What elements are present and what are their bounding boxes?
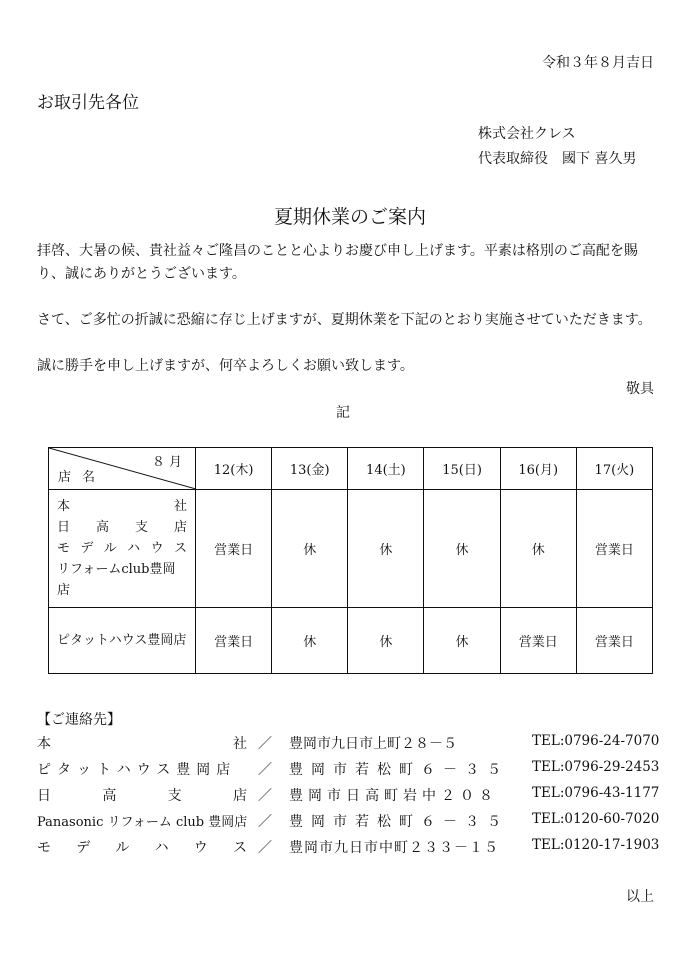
status-cell: 営業日 <box>196 490 272 608</box>
contact-name: ピタットハウス豊岡店 <box>37 762 237 778</box>
document-date: 令和３年８月吉日 <box>542 55 654 71</box>
contact-row <box>37 811 660 833</box>
day-header: 17(火) <box>576 448 652 490</box>
contact-separator: ／ <box>258 736 272 752</box>
store-name: 本 社 <box>57 499 187 514</box>
addressee: お取引先各位 <box>37 93 139 113</box>
status-cell: 休 <box>500 490 576 608</box>
ki-marker: 記 <box>336 405 350 421</box>
status-cell: 休 <box>272 608 348 674</box>
store-name: モ デ ル ハ ウ ス <box>57 541 187 556</box>
sender-representative: 代表取締役 國下 喜久男 <box>478 151 637 167</box>
contact-name: 本 社 <box>37 736 247 752</box>
table-header-row <box>49 448 653 490</box>
contact-address: 豊岡市九日市上町２８－５ <box>289 736 457 752</box>
day-header: 12(木) <box>196 448 272 490</box>
status-cell: 営業日 <box>196 608 272 674</box>
contact-name: モ デ ル ハ ウ ス <box>37 840 247 856</box>
contact-row <box>37 733 660 755</box>
contact-row <box>37 785 660 807</box>
contact-name: Panasonic リフォーム club 豊岡店 <box>37 815 248 830</box>
corner-month-label: ８月 <box>151 455 186 470</box>
status-cell: 営業日 <box>576 608 652 674</box>
contacts-heading: 【ご連絡先】 <box>37 712 121 728</box>
contact-address: 豊岡市若松町６－３５ <box>289 762 509 778</box>
day-header: 16(月) <box>500 448 576 490</box>
corner-store-label: 店名 <box>58 470 107 485</box>
contact-tel: TEL:0120-60-7020 <box>532 811 660 827</box>
contact-separator: ／ <box>258 814 272 830</box>
table-row <box>49 608 653 674</box>
status-cell: 休 <box>424 608 500 674</box>
day-header: 15(日) <box>424 448 500 490</box>
document-title: 夏期休業のご案内 <box>273 206 426 228</box>
closing-keigu: 敬具 <box>626 381 654 397</box>
body-paragraph-2: さて、ご多忙の折誠に恐縮に存じ上げますが、夏期休業を下記のとおり実施させていただきます。 <box>37 312 652 328</box>
store-list-cell <box>49 490 196 608</box>
sender-company: 株式会社クレス <box>478 126 576 142</box>
contact-name: 日 高 支 店 <box>37 788 247 804</box>
status-cell: 営業日 <box>500 608 576 674</box>
contact-tel: TEL:0796-24-7070 <box>532 733 660 749</box>
closing-ijou: 以上 <box>626 889 654 905</box>
day-header: 13(金) <box>272 448 348 490</box>
contact-row <box>37 837 660 859</box>
contact-tel: TEL:0796-29-2453 <box>532 759 660 775</box>
contact-row <box>37 759 660 781</box>
contact-tel: TEL:0120-17-1903 <box>532 837 660 853</box>
contact-address: 豊岡市日高町岩中２０８ <box>289 788 498 804</box>
status-cell: 休 <box>348 608 424 674</box>
table-row <box>49 490 653 608</box>
contact-separator: ／ <box>258 762 272 778</box>
body-paragraph-3: 誠に勝手を申し上げますが、何卒よろしくお願い致します。 <box>37 358 414 374</box>
status-cell: 休 <box>424 490 500 608</box>
contact-separator: ／ <box>258 840 272 856</box>
status-cell: 営業日 <box>576 490 652 608</box>
day-header: 14(土) <box>348 448 424 490</box>
store-name: リフォームclub豊岡店 <box>57 562 176 598</box>
body-paragraph-1: 拝啓、大暑の候、貴社益々ご隆昌のことと心よりお慶び申し上げます。平素は格別のご高配を賜り、誠にありがとうございます。 <box>37 243 638 282</box>
contact-address: 豊岡市若松町６－３５ <box>289 814 509 830</box>
contact-address: 豊岡市九日市中町２３３－１５ <box>289 840 499 856</box>
store-name: ピタットハウス豊岡店 <box>49 608 196 674</box>
contact-separator: ／ <box>258 788 272 804</box>
contact-tel: TEL:0796-43-1177 <box>532 785 660 801</box>
status-cell: 休 <box>272 490 348 608</box>
store-name: 日 高 支 店 <box>57 520 187 535</box>
table-corner-cell <box>49 448 196 490</box>
holiday-schedule-table <box>48 447 653 674</box>
status-cell: 休 <box>348 490 424 608</box>
